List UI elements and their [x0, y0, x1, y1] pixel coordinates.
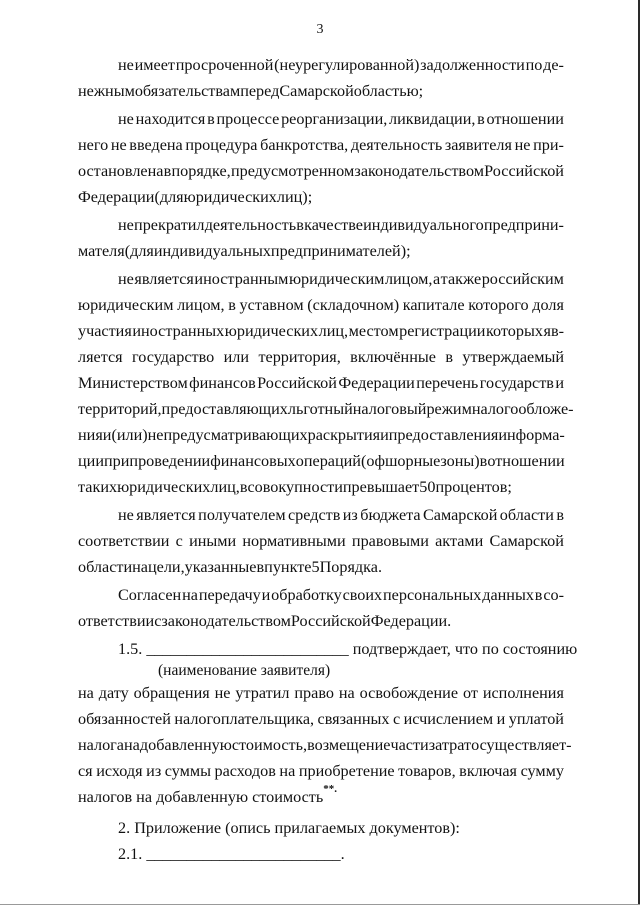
text-line: ляется государство или территория, включённые в утверждаемый: [78, 348, 564, 366]
item-2-1: 2.1. ________________________.: [118, 845, 345, 863]
paragraph: [78, 502, 564, 580]
item-1-5-last-line: налогов на добавленную стоимость **.: [78, 784, 564, 810]
text-line: обязанностей налогоплательщика, связанных с исчислением и уплатой: [78, 710, 564, 728]
text-line: мателя (для индивидуальных предпринимателей);: [78, 242, 411, 260]
paragraph: [78, 266, 574, 500]
text-line: таких юридических лиц, в совокупности превышает 50 процентов;: [78, 478, 512, 496]
paragraph: [78, 582, 564, 634]
text-line: территорий, предоставляющих льготный налоговый режим налогообложе-: [78, 400, 574, 418]
item-1-5: [78, 636, 578, 810]
paragraph: [78, 106, 564, 210]
document-body: [78, 52, 578, 867]
text-line: ся исходя из суммы расходов на приобретение товаров, включая сумму: [78, 762, 564, 780]
text-line: Министерством финансов Российской Федерации перечень государств и: [78, 374, 564, 392]
text-line: не является получателем средств из бюджета Самарской области в: [118, 506, 564, 524]
text-line: налога на добавленную стоимость, возмещение части затрат осуществляет-: [78, 736, 572, 754]
text-line: не находится в процессе реорганизации, ликвидации, в отношении: [118, 110, 564, 128]
text-line: него не введена процедура банкротства, деятельность заявителя не при-: [78, 136, 564, 154]
text-line: нежным обязательствам перед Самарской областью;: [78, 82, 424, 100]
text-line: ния и (или) не предусматривающих раскрытия и предоставления информа-: [78, 426, 565, 444]
footnote-mark: **.: [323, 783, 338, 795]
text-line: юридическим лицом, в уставном (складочном) капитале которого доля: [78, 296, 564, 314]
text-line: ции при проведении финансовых операций (офшорные зоны) в отношении: [78, 452, 565, 470]
item-2-heading: 2. Приложение (опись прилагаемых документов):: [118, 819, 460, 837]
text-line: остановлена в порядке, предусмотренном законодательством Российской: [78, 162, 564, 180]
text-line: ответствии с законодательством Российской Федерации.: [78, 612, 452, 630]
item-1-5-first-line: 1.5. _________________________ подтверждает, что по состоянию: [118, 640, 578, 658]
text-line: Согласен на передачу и обработку своих персональных данных в со-: [118, 586, 564, 604]
paragraph: [78, 212, 564, 264]
text-line: области на цели, указанные в пункте 5 Порядка.: [78, 558, 383, 576]
applicant-name-caption: (наименование заявителя): [158, 662, 331, 679]
text-line: участия иностранных юридических лиц, местом регистрации которых яв-: [78, 322, 564, 340]
paragraph: [78, 52, 564, 104]
page-number: 3: [316, 22, 324, 37]
text-line: не имеет просроченной (неурегулированной) задолженности по де-: [118, 56, 564, 74]
text-line: не является иностранным юридическим лицом, а также российским: [118, 270, 564, 288]
text-line: на дату обращения не утратил право на освобождение от исполнения: [78, 684, 564, 702]
text-line: Федерации (для юридических лиц);: [78, 188, 313, 206]
text-line: соответствии с иными нормативными правовыми актами Самарской: [78, 532, 564, 550]
text-line: не прекратил деятельность в качестве индивидуального предприни-: [118, 216, 564, 234]
